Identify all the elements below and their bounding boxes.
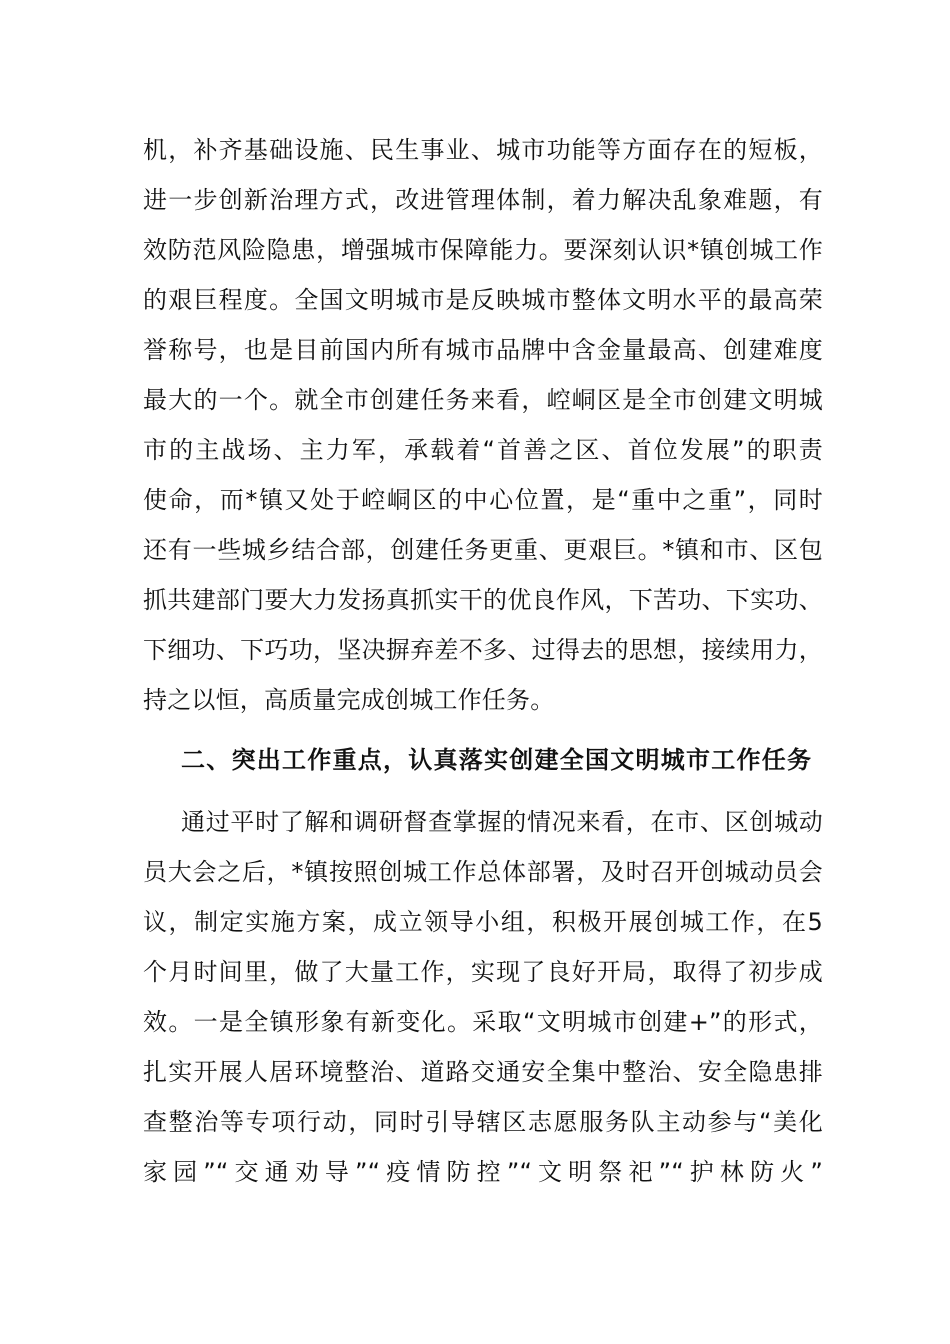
paragraph1-line-4: 的艰巨程度。全国文明城市是反映城市整体文明水平的最高荣 xyxy=(143,286,823,314)
paragraph1-line-10: 抓共建部门要大力发扬真抓实干的优良作风，下苦功、下实功、 xyxy=(143,586,823,614)
paragraph1-line-9: 还有一些城乡结合部，创建任务更重、更艰巨。*镇和市、区包 xyxy=(143,536,823,564)
paragraph1-line-11: 下细功、下巧功，坚决摒弃差不多、过得去的思想，接续用力， xyxy=(143,636,823,664)
paragraph2-line-6: 扎实开展人居环境整治、道路交通安全集中整治、安全隐患排 xyxy=(143,1058,823,1086)
paragraph2-line-4: 个月时间里，做了大量工作，实现了良好开局，取得了初步成 xyxy=(143,958,823,986)
paragraph1-line-8: 使命，而*镇又处于崆峒区的中心位置，是“重中之重”，同时 xyxy=(143,486,823,514)
paragraph2-line-1: 通过平时了解和调研督查掌握的情况来看，在市、区创城动 xyxy=(181,808,823,836)
paragraph1-line-12: 持之以恒，高质量完成创城工作任务。 xyxy=(143,686,555,714)
paragraph2-line-7: 查整治等专项行动，同时引导辖区志愿服务队主动参与“美化 xyxy=(143,1108,823,1136)
paragraph1-line-5: 誉称号，也是目前国内所有城市品牌中含金量最高、创建难度 xyxy=(143,336,823,364)
paragraph1-line-1: 机，补齐基础设施、民生事业、城市功能等方面存在的短板， xyxy=(143,136,823,164)
paragraph1-line-3: 效防范风险隐患，增强城市保障能力。要深刻认识*镇创城工作 xyxy=(143,236,823,264)
paragraph2-line-8: 家园”“交通劝导”“疫情防控”“文明祭祀”“护林防火” xyxy=(143,1158,823,1186)
paragraph2-line-5: 效。一是全镇形象有新变化。采取“文明城市创建+”的形式， xyxy=(143,1008,823,1036)
paragraph1-line-7: 市的主战场、主力军，承载着“首善之区、首位发展”的职责 xyxy=(143,436,823,464)
paragraph1-line-6: 最大的一个。就全市创建任务来看，崆峒区是全市创建文明城 xyxy=(143,386,823,414)
section-heading: 二、突出工作重点，认真落实创建全国文明城市工作任务 xyxy=(181,746,811,774)
paragraph2-line-3: 议，制定实施方案，成立领导小组，积极开展创城工作，在5 xyxy=(143,908,823,936)
paragraph1-line-2: 进一步创新治理方式，改进管理体制，着力解决乱象难题，有 xyxy=(143,186,823,214)
paragraph2-line-2: 员大会之后，*镇按照创城工作总体部署，及时召开创城动员会 xyxy=(143,858,823,886)
